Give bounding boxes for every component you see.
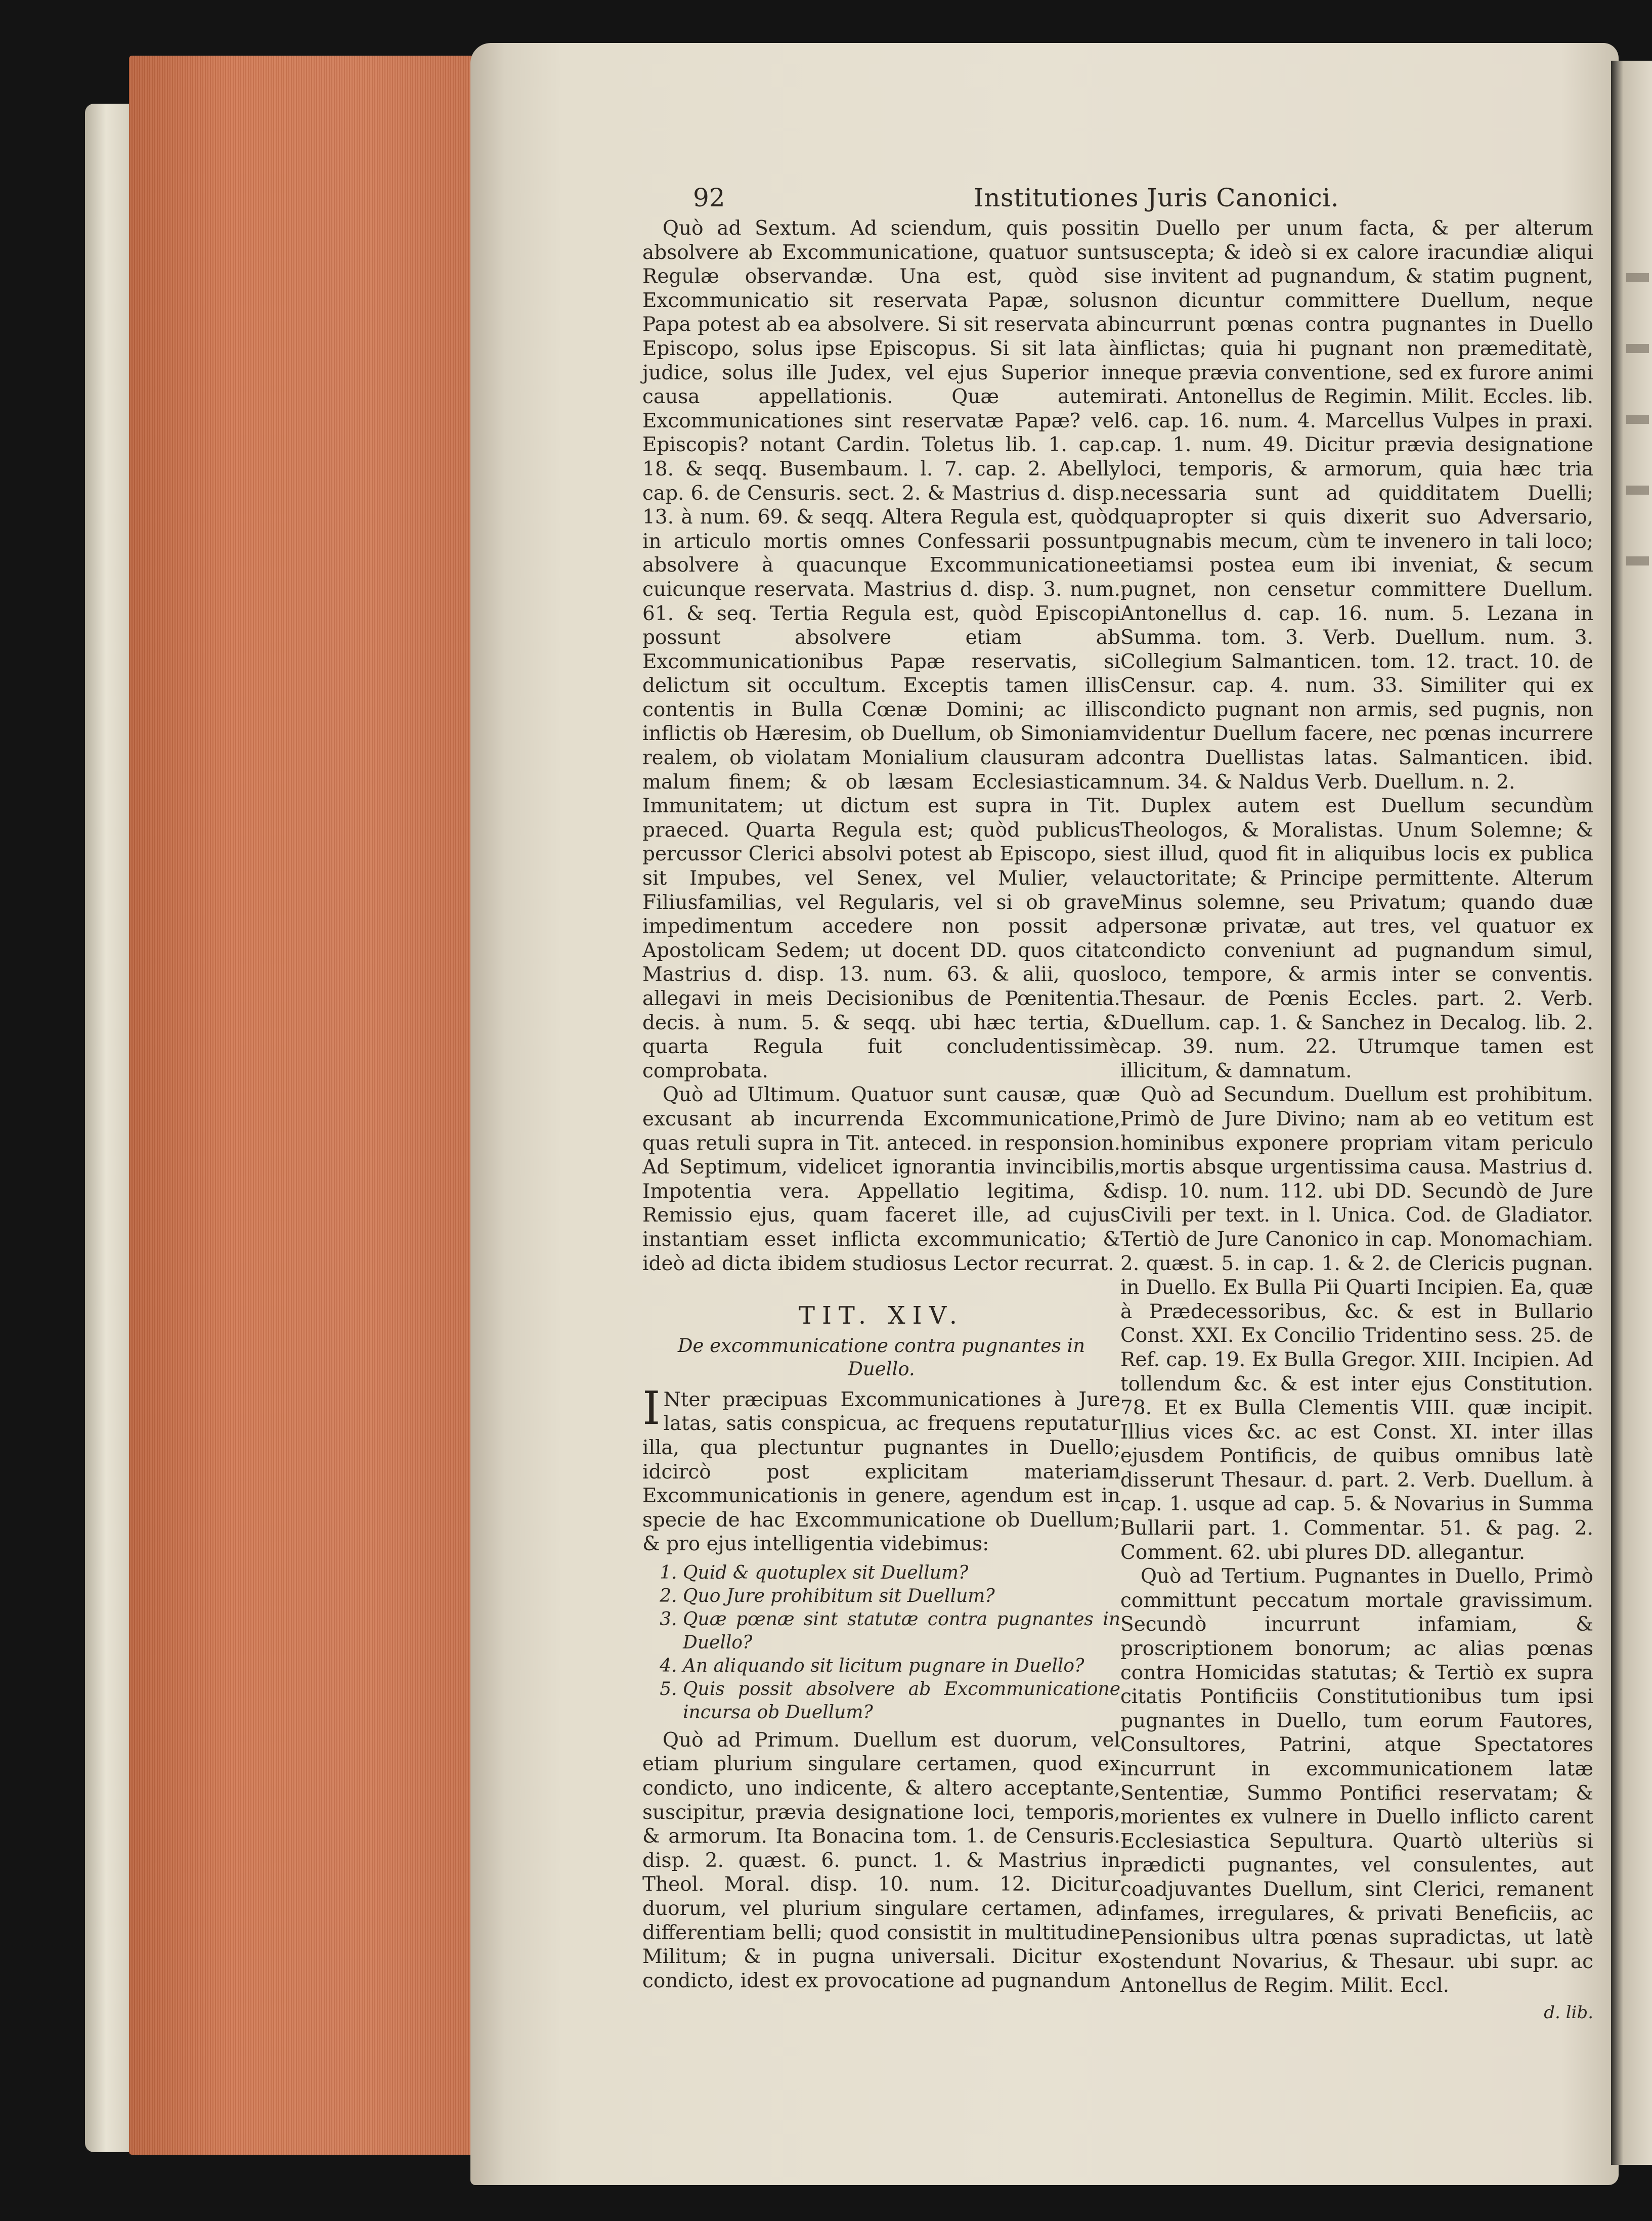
facing-page-fragment bbox=[1626, 273, 1649, 282]
facing-page-fragment bbox=[1626, 486, 1649, 495]
question-item: 3. Quæ pœnæ sint statutæ contra pugnantes in Duello? bbox=[683, 1608, 1120, 1654]
left-column bbox=[642, 216, 1120, 1993]
paragraph-continuation: in Duello per unum facta, & per alterum suscepta; & ideò si ex calore iracundiæ aliqui se invitent ad pugnandum, & statim pugnent, non dicuntur committere Duellum, neque incurrunt pœnas contra pugnantes in Duello inflictas; quia hi pugnant non præmeditatè, neque prævia conventione, sed ex furore animi irati. Antonellus de Regimin. Milit. Eccles. lib. 6. cap. 16. num. 4. Marcellus Vulpes in praxi. cap. 1. num. 49. Dicitur prævia designatione loci, temporis, & armorum, quia hæc tria necessaria sunt ad quidditatem Duelli; quapropter si quis dixerit suo Adversario, pugnabis mecum, cùm te invenero in tali loco; etiamsi postea eum ibi inveniat, & secum pugnet, non censetur committere Duellum. Antonellus d. cap. 16. num. 5. Lezana in Summa. tom. 3. Verb. Duellum. num. 3. Collegium Salmanticen. tom. 12. tract. 10. de Censur. cap. 4. num. 33. Similiter qui ex condicto pugnant non armis, sed pugnis, non videntur Duellum facere, nec pœnas incurrere contra Duellistas latas. Salmanticen. ibid. num. 34. & Naldus Verb. Duellum. n. 2. bbox=[1120, 217, 1593, 794]
section-subtitle: De excommunicatione contra pugnantes in Duello. bbox=[677, 1334, 1085, 1380]
facing-page-edge bbox=[1611, 61, 1652, 2165]
page-edges-fore-edge bbox=[129, 56, 473, 2155]
facing-page-fragment bbox=[1626, 556, 1649, 565]
section-title-block bbox=[642, 1301, 1120, 1381]
question-item: 5. Quis possit absolvere ab Excommunicatione incursa ob Duellum? bbox=[683, 1678, 1120, 1724]
page-header bbox=[693, 183, 1553, 219]
running-title: Institutiones Juris Canonici. bbox=[974, 183, 1339, 212]
question-item: 4. An aliquando sit licitum pugnare in Duello? bbox=[683, 1654, 1120, 1678]
paragraph-quo-ad-ultimum: Quò ad Ultimum. Quatuor sunt causæ, quæ excusant ab incurrenda Excommunicatione, quas retuli supra in Tit. anteced. in responsion. Ad Septimum, videlicet ignorantia invincibilis, Impotentia vera. Appellatio legitima, & Remissio ejus, quam faceret ille, ad cujus instantiam esset inflicta excommunicatio; & ideò ad dicta ibidem studiosus Lector recurrat. bbox=[642, 1083, 1120, 1275]
facing-page-fragment bbox=[1626, 415, 1649, 424]
paragraph-quo-ad-tertium: Quò ad Tertium. Pugnantes in Duello, Primò committunt peccatum mortale gravissimum. Secundò incurrunt infamiam, & proscriptionem bonorum; ac alias pœnas contra Homicidas statutas; & Tertiò ex supra citatis Pontificiis Constitutionibus tum ipsi pugnantes in Duello, tum eorum Fautores, Consultores, Patrini, atque Spectatores incurrunt in excommunicationem latæ Sententiæ, Summo Pontifici reservatam; & morientes ex vulnere in Duello inflicto carent Ecclesiastica Sepultura. Quartò ulteriùs si prædicti pugnantes, vel consulentes, aut coadjuvantes Duellum, sint Clerici, remanent infames, irregulares, & privati Beneficiis, ac Pensionibus ultra pœnas supradictas, ut latè ostendunt Novarius, & Thesaur. ubi supr. ac Antonellus de Regim. Milit. Eccl. bbox=[1120, 1565, 1593, 1997]
paragraph-intro bbox=[642, 1381, 1120, 1556]
page-number: 92 bbox=[693, 183, 725, 212]
paragraph-quo-ad-primum: Quò ad Primum. Duellum est duorum, vel etiam plurium singulare certamen, quod ex condicto, uno indicente, & altero acceptante, suscipitur, prævia designatione loci, temporis, & armorum. Ita Bonacina tom. 1. de Censuris. disp. 2. quæst. 6. punct. 1. & Mastrius in Theol. Moral. disp. 10. num. 12. Dicitur duorum, vel plurium singulare certamen, ad differentiam belli; quod consistit in multitudine Militum; & in pugna universali. Dicitur ex condicto, idest ex provocatione ad pugnandum bbox=[642, 1728, 1120, 1992]
right-column bbox=[1120, 216, 1593, 2025]
paragraph-quo-ad-secundum: Quò ad Secundum. Duellum est prohibitum. Primò de Jure Divino; nam ab eo vetitum est hominibus exponere propriam vitam periculo mortis absque urgentissima causa. Mastrius d. disp. 10. num. 112. ubi DD. Secundò de Jure Civili per text. in l. Unica. Cod. de Gladiator. Tertiò de Jure Canonico in cap. Monomachiam. 2. quæst. 5. in cap. 1. & 2. de Clericis pugnan. in Duello. Ex Bulla Pii Quarti Incipien. Ea, quæ à Prædecessoribus, &c. & est in Bullario Const. XXI. Ex Concilio Tridentino sess. 25. de Ref. cap. 19. Ex Bulla Gregor. XIII. Incipien. Ad tollendum &c. & est inter ejus Constitution. 78. Et ex Bulla Clementis VIII. quæ incipit. Illius vices &c. ac est Const. XI. inter illas ejusdem Pontificis, de quibus omnibus latè disserunt Thesaur. d. part. 2. Verb. Duellum. à cap. 1. usque ad cap. 5. & Novarius in Summa Bullarii part. 1. Commentar. 51. & pag. 2. Comment. 62. ubi plures DD. allegantur. bbox=[1120, 1083, 1593, 1564]
question-list bbox=[642, 1561, 1120, 1724]
facing-page-fragment bbox=[1626, 344, 1649, 353]
paragraph-quo-ad-sextum: Quò ad Sextum. Ad sciendum, quis possit absolvere ab Excommunicatione, quatuor sunt Regulæ observandæ. Una est, quòd si Excommunicatio sit reservata Papæ, solus Papa potest ab ea absolvere. Si sit reservata ab Episcopo, solus ipse Episcopus. Si sit lata à judice, solus ille Judex, vel ejus Superior in causa appellationis. Quæ autem Excommunicationes sint reservatæ Papæ? vel Episcopis? notant Cardin. Toletus lib. 1. cap. 18. & seqq. Busembaum. l. 7. cap. 2. Abelly cap. 6. de Censuris. sect. 2. & Mastrius d. disp. 13. à num. 69. & seqq. Altera Regula est, quòd in articulo mortis omnes Confessarii possunt absolvere à quacunque Excommunicatione cuicunque reservata. Mastrius d. disp. 3. num. 61. & seq. Tertia Regula est, quòd Episcopi possunt absolvere etiam ab Excommunicationibus Papæ reservatis, si delictum sit occultum. Exceptis tamen illis contentis in Bulla Cœnæ Domini; ac illis inflictis ob Hæresim, ob Duellum, ob Simoniam realem, ob violatam Monialium clausuram ad malum finem; & ob læsam Ecclesiasticam Immunitatem; ut dictum est supra in Tit. praeced. Quarta Regula est; quòd publicus percussor Clerici absolvi potest ab Episcopo, si sit Impubes, vel Senex, vel Mulier, vel Filiusfamilias, vel Regularis, vel si ob grave impedimentum accedere non possit ad Apostolicam Sedem; ut docent DD. quos citat Mastrius d. disp. 13. num. 63. & alii, quos allegavi in meis Decisionibus de Pœnitentia. decis. à num. 5. & seqq. ubi hæc tertia, & quarta Regula fuit concludentissimè comprobata. bbox=[642, 217, 1120, 1082]
catchword: d. lib. bbox=[1544, 2002, 1593, 2023]
drop-cap: I bbox=[642, 1381, 661, 1435]
question-item: 1. Quid & quotuplex sit Duellum? bbox=[683, 1561, 1120, 1585]
paragraph-duplex-duellum: Duplex autem est Duellum secundùm Theologos, & Moralistas. Unum Solemne; & est illud, quod fit in aliquibus locis ex publica auctoritate; & Principe permittente. Alterum Minus solemne, seu Privatum; quando duæ personæ privatæ, aut tres, vel quatuor ex condicto conveniunt ad pugnandum simul, loco, tempore, & armis inter se conventis. Thesaur. de Pœnis Eccles. part. 2. Verb. Duellum. cap. 1. & Sanchez in Decalog. lib. 2. cap. 39. num. 22. Utrumque tamen est illicitum, & damnatum. bbox=[1120, 795, 1593, 1082]
paragraph-intro-text: Nter præcipuas Excommunicationes à Jure latas, satis conspicua, ac frequens reputatur illa, qua plectuntur pugnantes in Duello; idcircò post explicitam materiam Excommunicationis in genere, agendum est in specie de hac Excommunicatione ob Duellum; & pro ejus intelligentia videbimus: bbox=[642, 1388, 1120, 1556]
section-title: TIT. XIV. bbox=[798, 1301, 965, 1330]
question-item: 2. Quo Jure prohibitum sit Duellum? bbox=[683, 1585, 1120, 1608]
